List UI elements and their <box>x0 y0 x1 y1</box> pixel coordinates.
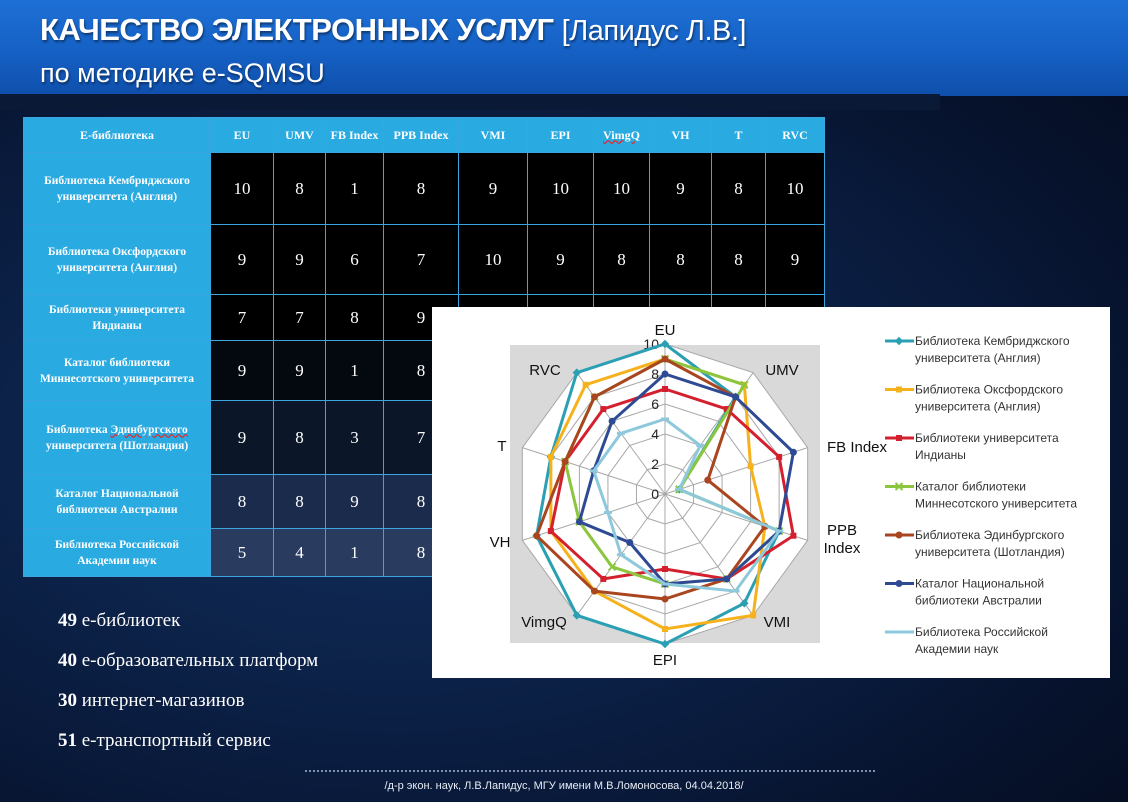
data-point <box>583 382 589 388</box>
legend-label: Библиотеки университета <box>915 431 1059 445</box>
score-cell: 9 <box>211 401 274 475</box>
radar-chart <box>432 307 1110 678</box>
data-point <box>626 539 633 546</box>
score-cell: 10 <box>766 153 825 225</box>
score-cell: 8 <box>384 475 459 529</box>
data-point <box>661 583 669 586</box>
data-point <box>576 518 583 525</box>
library-name-cell: Каталог библиотеки Миннесотского университета <box>24 341 211 401</box>
data-point <box>661 418 669 421</box>
title-text: КАЧЕСТВО ЭЛЕКТРОННЫХ УСЛУГ <box>40 12 554 47</box>
footer-divider <box>305 770 875 772</box>
table-header-row <box>24 118 825 153</box>
axis-label: T <box>497 438 507 455</box>
data-point <box>704 477 711 484</box>
axis-label: FB Index <box>826 439 888 456</box>
library-name-cell: Каталог Национальной библиотеки Австралии <box>24 475 211 529</box>
column-header: RVC <box>766 118 825 153</box>
tick-label: 4 <box>651 426 659 442</box>
score-cell: 10 <box>528 153 594 225</box>
tick-label: 2 <box>651 456 659 472</box>
data-point <box>748 463 754 469</box>
score-cell: 1 <box>326 529 384 577</box>
data-point <box>617 432 625 435</box>
legend-label: Каталог Национальной <box>915 576 1045 591</box>
score-cell: 8 <box>650 225 712 295</box>
legend-marker <box>896 532 903 539</box>
data-point <box>609 418 616 425</box>
axis-label: UMV <box>765 362 799 379</box>
data-point <box>590 469 598 472</box>
score-cell: 10 <box>211 153 274 225</box>
column-header: EPI <box>528 118 594 153</box>
library-name-cell: Библиотека Кембриджского университета (Англия) <box>24 153 211 225</box>
axis-label: VH <box>489 534 511 551</box>
legend-label: Академии наук <box>915 642 999 656</box>
legend-marker <box>896 580 903 587</box>
data-point <box>732 393 739 400</box>
score-cell: 9 <box>459 153 528 225</box>
header-divider <box>0 94 940 110</box>
column-header: VMI <box>459 118 528 153</box>
data-point <box>604 511 612 514</box>
data-point <box>548 528 554 534</box>
score-cell: 6 <box>326 225 384 295</box>
stats-list <box>58 610 318 770</box>
score-cell: 9 <box>326 475 384 529</box>
axis-label: EU <box>654 322 676 339</box>
radar-chart-panel <box>432 307 1110 678</box>
spell-underlined-word: Эдинбургского <box>110 423 188 436</box>
stat-item: 51 е-транспортный сервис <box>58 730 271 751</box>
legend-label: Миннесотского университета <box>915 496 1078 511</box>
data-point <box>600 406 606 412</box>
data-point <box>591 588 598 595</box>
data-point <box>775 530 783 533</box>
axis-label: PPB <box>826 522 858 539</box>
axis-label: RVC <box>529 362 561 379</box>
score-cell: 8 <box>384 341 459 401</box>
data-point <box>776 454 782 460</box>
table-row <box>24 225 825 295</box>
title-author: [Лапидус Л.В.] <box>561 15 746 47</box>
tick-label: 10 <box>643 336 659 352</box>
column-header: PPB Index <box>384 118 459 153</box>
column-header: FB Index <box>326 118 384 153</box>
score-cell: 9 <box>650 153 712 225</box>
score-cell: 1 <box>326 341 384 401</box>
stat-item: 49 е-библиотек <box>58 610 181 631</box>
score-cell: 8 <box>384 153 459 225</box>
score-cell: 9 <box>274 225 326 295</box>
column-header <box>594 118 650 153</box>
score-cell: 8 <box>594 225 650 295</box>
legend-label: университета (Шотландия) <box>915 545 1065 559</box>
score-cell: 1 <box>326 153 384 225</box>
score-cell: 10 <box>594 153 650 225</box>
legend-label: университета (Англия) <box>915 399 1041 414</box>
tick-label: 0 <box>651 486 659 502</box>
axis-label: EPI <box>652 652 678 669</box>
axis-label: VimgQ <box>521 614 567 631</box>
data-point <box>750 612 756 618</box>
slide-subtitle: по методике e-SQMSU <box>40 58 325 88</box>
score-cell: 8 <box>384 529 459 577</box>
table-row <box>24 153 825 225</box>
score-cell: 9 <box>384 295 459 341</box>
legend-label: Библиотека Российской <box>915 625 1048 639</box>
column-header-label: VimgQ <box>603 127 640 142</box>
score-cell: 9 <box>274 341 326 401</box>
library-name-cell: Библиотеки университета Индианы <box>24 295 211 341</box>
legend-label: Каталог библиотеки <box>915 479 1026 494</box>
score-cell: 7 <box>211 295 274 341</box>
library-name-cell: Библиотека Эдинбургского университета (Шотландия) <box>24 401 211 475</box>
data-point <box>591 393 598 400</box>
data-point <box>662 626 668 632</box>
data-point <box>675 488 683 491</box>
score-cell: 8 <box>211 475 274 529</box>
tick-label: 8 <box>651 366 659 382</box>
stat-item: 40 е-образовательных платформ <box>58 650 319 671</box>
score-cell: 9 <box>766 225 825 295</box>
score-cell: 8 <box>274 153 326 225</box>
data-point <box>790 533 796 539</box>
score-cell: 5 <box>211 529 274 577</box>
legend-marker <box>896 435 902 441</box>
stat-item: 30 интернет-магазинов <box>58 690 245 711</box>
tick-label: 6 <box>651 396 659 412</box>
data-point <box>790 449 797 456</box>
score-cell: 8 <box>274 475 326 529</box>
library-name-cell: Библиотека Оксфордского университета (Англия) <box>24 225 211 295</box>
score-cell: 8 <box>326 295 384 341</box>
column-header: Е-библиотека <box>24 118 211 153</box>
score-cell: 7 <box>384 401 459 475</box>
score-cell: 9 <box>211 341 274 401</box>
data-point <box>617 553 625 556</box>
data-point <box>662 356 669 363</box>
score-cell: 8 <box>712 153 766 225</box>
slide-title <box>40 12 746 48</box>
column-header: T <box>712 118 766 153</box>
score-cell: 7 <box>274 295 326 341</box>
legend-label: Индианы <box>915 448 966 462</box>
data-point <box>696 444 704 447</box>
data-point <box>600 576 606 582</box>
legend-label: Библиотека Оксфордского <box>915 382 1064 397</box>
score-cell: 8 <box>712 225 766 295</box>
data-point <box>548 454 554 460</box>
data-point <box>732 590 740 593</box>
data-point <box>662 566 668 572</box>
data-point <box>662 371 669 378</box>
legend-marker <box>896 387 902 393</box>
data-point <box>662 386 668 392</box>
score-cell: 7 <box>384 225 459 295</box>
legend-label: университета (Англия) <box>915 351 1041 365</box>
library-name-cell: Библиотека Российской Академии наук <box>24 529 211 577</box>
data-point <box>533 532 540 539</box>
data-point <box>723 575 730 582</box>
data-point <box>562 458 569 465</box>
legend-label: Библиотека Эдинбургского <box>915 528 1065 542</box>
score-cell: 10 <box>459 225 528 295</box>
legend-label: библиотеки Австралии <box>915 593 1042 608</box>
column-header: UMV <box>274 118 326 153</box>
axis-label: Index <box>823 540 861 557</box>
data-point <box>662 596 669 603</box>
score-cell: 3 <box>326 401 384 475</box>
axis-label: VMI <box>763 614 791 631</box>
score-cell: 9 <box>211 225 274 295</box>
footer-credit: /д-р экон. наук, Л.В.Лапидус, МГУ имени М.В.Ломоносова, 04.04.2018/ <box>384 780 744 792</box>
score-cell: 4 <box>274 529 326 577</box>
legend-marker <box>895 337 903 345</box>
column-header: VH <box>650 118 712 153</box>
score-cell: 9 <box>528 225 594 295</box>
column-header: EU <box>211 118 274 153</box>
score-cell: 8 <box>274 401 326 475</box>
legend-label: Библиотека Кембриджского <box>915 334 1070 348</box>
